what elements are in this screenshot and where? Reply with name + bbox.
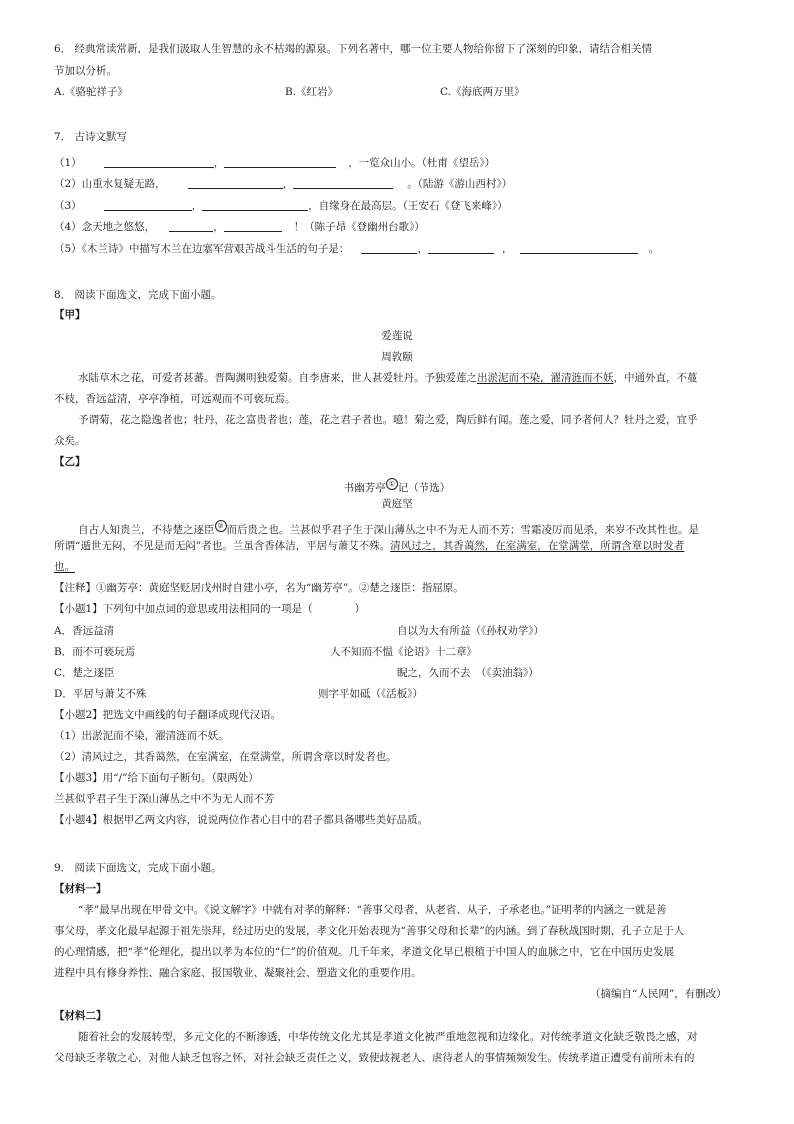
q7-3-blank-a[interactable]: [104, 199, 192, 211]
q8-sub1-stem: 【小题1】下列句中加点词的意思或用法相同的一项是（ ）: [54, 603, 366, 615]
q9-material1-line2: 事父母，孝文化最早起源于祖先崇拜，经过历史的发展，孝文化开始表现为“善事父母和长辈”的内涵。到了春秋战国时期，孔子立足于人: [54, 925, 685, 937]
q8-jia-para2-line1: 予谓菊，花之隐逸者也；牡丹，花之富贵者也；莲，花之君子者也。噫！菊之爱，陶后鲜有闻。莲之爱，同予者何人？牡丹之爱，宜乎: [78, 414, 698, 426]
q8-sub1-option-a-right: 自以为大有所益（《孙权劝学》）: [397, 625, 544, 637]
q6-option-b: B.《红岩》: [285, 86, 339, 98]
q8-sub2-item1: （1）出淤泥而不染，濯清涟而不妖。: [54, 730, 229, 742]
q7-2-blank-a[interactable]: [188, 177, 283, 189]
q8-sub1-option-d-left[interactable]: D．平居与萧艾不殊: [54, 688, 147, 700]
q8-sub2-stem: 【小题2】把选文中画线的句子翻译成现代汉语。: [54, 709, 282, 721]
q6-option-c: C.《海底两万里》: [440, 86, 525, 98]
q7-item-4: （4）念天地之悠悠， ， ！（陈子昂《登幽州台歌》）: [54, 221, 425, 233]
q7-1-blank-a[interactable]: [104, 156, 214, 168]
q8-sub2-item2: （2）清风过之，其香蔼然，在室满室，在堂满堂，所谓含章以时发者也。: [54, 751, 397, 763]
q9-material2-label: 【材料二】: [54, 1010, 107, 1022]
q6-stem-line2: 节加以分析。: [54, 65, 117, 77]
q8-jia-author: 周敦颐: [381, 351, 413, 363]
q9-material1-line1: “孝”最早出现在甲骨文中。《说文解字》中就有对孝的解释：“善事父母者，从老省、从子，子承老也。”证明孝的内涵之一就是善: [78, 904, 667, 916]
q7-1-blank-b[interactable]: [224, 156, 336, 168]
q7-3-blank-b[interactable]: [202, 199, 308, 211]
q7-5-blank-a[interactable]: [361, 242, 417, 254]
q8-yi-title: 书幽芳亭 ① 记（节选）: [343, 480, 451, 494]
q7-title: 7． 古诗文默写: [54, 131, 128, 143]
q8-sub1-option-b-left[interactable]: B．而不可亵玩焉: [54, 646, 136, 658]
note-marker-1: ①: [386, 478, 398, 490]
q7-item-5: （5）《木兰诗》中描写木兰在边塞军营艰苦战斗生活的句子是： ， ， 。: [54, 243, 659, 255]
q7-4-blank-b[interactable]: [224, 220, 282, 232]
q9-intro: 9． 阅读下面选文，完成下面小题。: [54, 862, 222, 874]
q8-note: 【注释】①幽芳亭：黄庭坚贬居戊州时自建小亭，名为“幽芳亭”。②楚之逐臣：指屈原。: [54, 582, 464, 594]
q8-jia-para1-line1: 水陆草木之花，可爱者甚蕃。晋陶渊明独爱菊。自李唐来，世人甚爱牡丹。予独爱莲之出淤泥而不染，濯清涟而不妖，中通外直，不蔓: [78, 372, 698, 384]
q7-item-1: （1） ， ，一览众山小。（杜甫《望岳》）: [54, 157, 496, 169]
q9-material1-line4: 进程中具有修身养性、融合家庭、报国敬业、凝聚社会、塑造文化的重要作用。: [54, 967, 422, 979]
q9-material1-line3: 的心理情感，把“孝”伦理化，提出以孝为本位的“仁”的价值观。几千年来，孝道文化早已根植于中国人的血脉之中，它在中国历史发展: [54, 946, 674, 958]
q8-sub1-option-b-right: 人不知而不愠《论语》十二章》: [330, 646, 477, 658]
q7-4-blank-a[interactable]: [169, 220, 213, 232]
q8-yi-para-line2: 所谓“遁世无闷，不见是而无闷”者也。兰虽含香体洁，平居与萧艾不殊。清风过之，其香蔼然，在室满室，在堂满堂，所谓含章以时发者: [54, 540, 685, 552]
q8-jia-para1-line2: 不枝，香远益清，亭亭净植，可远观而不可亵玩焉。: [54, 393, 296, 405]
q8-jia-underlined-sentence: 出淤泥而不染，濯清涟而不妖: [477, 372, 614, 384]
q8-yi-label: 【乙】: [54, 456, 86, 468]
note-marker-2: ②: [215, 520, 227, 532]
q8-jia-para2-line2: 众矣。: [54, 435, 86, 447]
q8-yi-author: 黄庭坚: [381, 498, 413, 510]
q8-sub1-option-d-right: 则字平如砥（《活板》）: [318, 688, 423, 700]
q8-jia-label: 【甲】: [54, 309, 86, 321]
q9-material1-source: （摘编自“人民网”，有删改）: [590, 988, 727, 1000]
q9-material2-line2: 父母缺乏孝敬之心，对他人缺乏包容之怀，对社会缺乏责任之义，致使歧视老人、虐待老人的事情频频发生。传统孝道正遭受有前所未有的: [54, 1052, 695, 1064]
q8-yi-underlined-sentence: 清风过之，其香蔼然，在室满室，在堂满堂，所谓含章以时发者: [390, 540, 685, 552]
q8-sub3-stem: 【小题3】用“/”给下面句子断句。（限两处）: [54, 772, 259, 784]
q7-item-2: （2）山重水复疑无路， ， 。（陆游《游山西村》）: [54, 178, 513, 190]
q7-5-blank-c[interactable]: [520, 242, 638, 254]
q8-sub1-option-c-right: 睨之，久而不去 （《卖油翁》）: [397, 667, 539, 679]
q8-yi-para-line1: 自古人知贵兰，不待楚之逐臣 ② 而后贵之也。兰甚似乎君子生于深山薄丛之中不为无人而不芳；雪霜凌厉而见杀，来岁不改其性也。是: [78, 522, 699, 536]
q6-stem-line1: 6． 经典常读常新，是我们汲取人生智慧的永不枯竭的源泉。下列名著中，哪一位主要人物给你留下了深刻的印象，请结合相关情: [54, 43, 653, 55]
q8-sub4-stem: 【小题4】根据甲乙两文内容，说说两位作者心目中的君子都具备哪些美好品质。: [54, 814, 429, 826]
q9-material1-label: 【材料一】: [54, 883, 107, 895]
q9-material2-line1: 随着社会的发展转型，多元文化的不断渗透，中华传统文化尤其是孝道文化被严重地忽视和边缘化。对传统孝道文化缺乏敬畏之感，对: [78, 1031, 698, 1043]
q7-5-blank-b[interactable]: [428, 242, 494, 254]
q8-sub1-option-c-left[interactable]: C．楚之逐臣: [54, 667, 115, 679]
q8-intro: 8． 阅读下面选文，完成下面小题。: [54, 289, 222, 301]
q8-jia-title: 爱莲说: [381, 330, 413, 342]
q8-sub3-sentence: 兰甚似乎君子生于深山薄丛之中不为无人而不芳: [54, 793, 275, 805]
q6-option-a: A.《骆驼祥子》: [54, 86, 128, 98]
q8-sub1-option-a-left[interactable]: A．香远益清: [54, 625, 115, 637]
q8-yi-para-line3: 也。: [54, 561, 75, 573]
q7-2-blank-b[interactable]: [293, 177, 393, 189]
q7-item-3: （3） ， ，自缘身在最高层。（王安石《登飞来峰》）: [54, 200, 508, 212]
